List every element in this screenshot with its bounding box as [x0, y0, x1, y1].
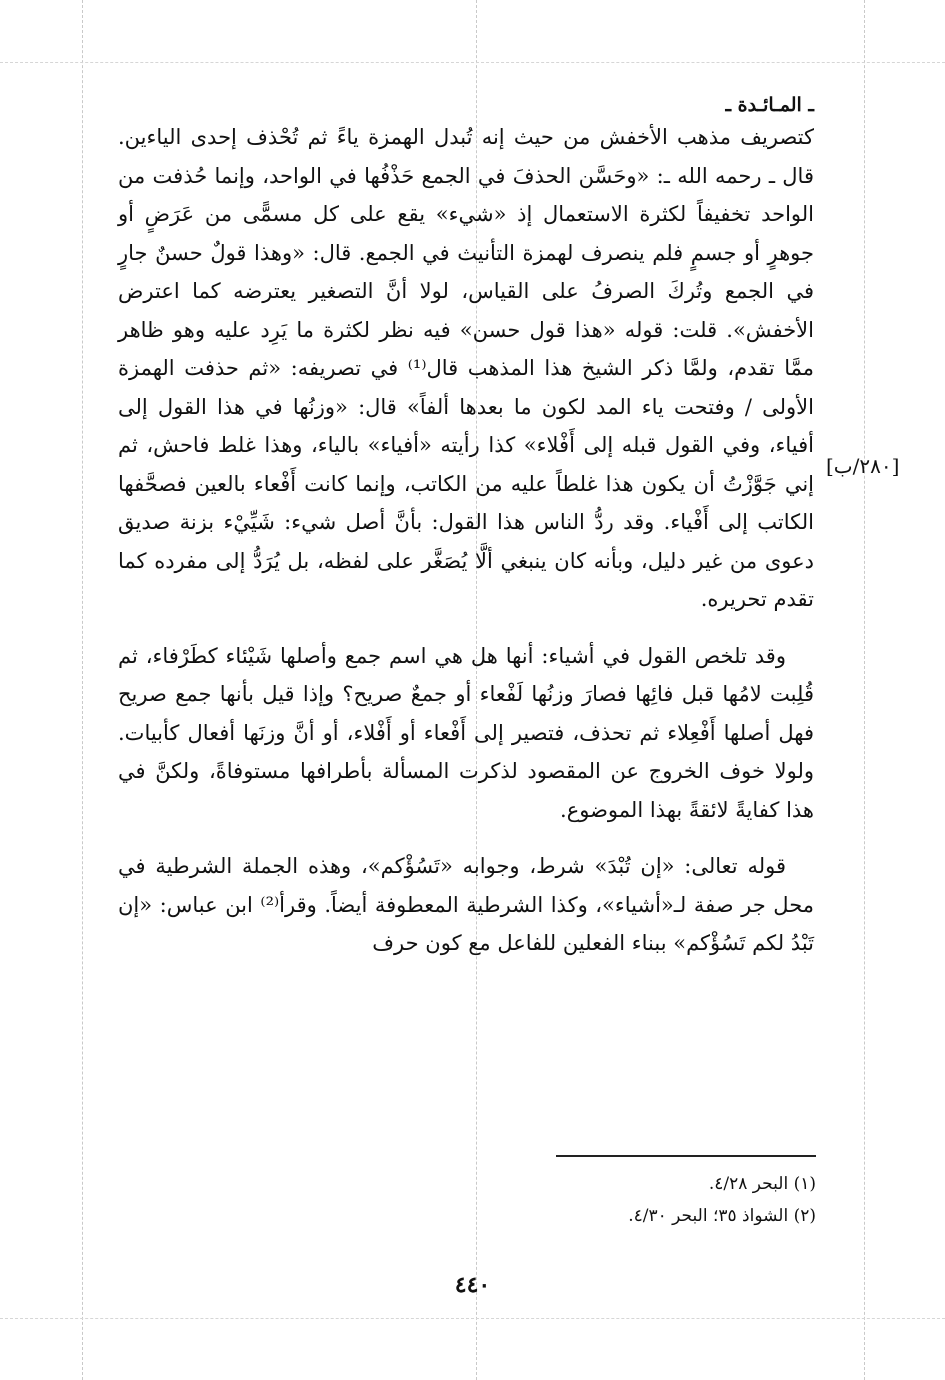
paragraph: قوله تعالى: «إن تُبْدَ» شرط، وجوابه «تَسُؤْكم»، وهذه الجملة الشرطية في محل جر صفة لـ«أشياء»، وكذا الشرطية المعطوفة أيضاً. وقرأ⁽²⁾ ابن عباس: «إن تَبْدُ لكم تَسُؤْكم» ببناء الفعلين للفاعل مع كون حرف [118, 854, 814, 955]
page-number: ٤٤٠ [454, 1272, 491, 1298]
paragraph: كتصريف مذهب الأخفش من حيث إنه تُبدل الهمزة ياءً ثم تُحْذف إحدى الياءين. قال ـ رحمه الله ـ: «وحَسَّن الحذفَ في الجمع حَذْفُها في الواحد، وإنما حُذفت من الواحد تخفيفاً لكثرة الاستعمال إذ «شيء» يقع على كل مسمًّى من عَرَضٍ أو جوهرٍ أو جسمٍ فلم ينصرف لهمزة التأنيث في الجمع. قال: «وهذا قولٌ حسنٌ جارٍ في الجمع وتُركَ الصرفُ على القياس، لولا أنَّ التصغير يعترضه كما اعترض الأخفش». قلت: قوله «هذا قول حسن» فيه نظر لكثرة ما يَرِد عليه وهو ظاهر ممَّا تقدم، ولمَّا ذكر الشيخ هذا المذهب قال⁽¹⁾ في تصريفه: «ثم حذفت الهمزة الأولى / وفتحت ياء المد لكون ما بعدها ألفاً» قال: «وزنُها في هذا القول إلى أفياء، وفي القول قبله إلى أَفْلاء» كذا رأيته «أفياء» بالياء، وهذا غلط فاحش، ثم إني جَوَّزْتُ أن يكون هذا غلطاً عليه من الكاتب، وإنما كانت أَفْعاء بالعين فصحَّفها الكاتب إلى أَفْياء. وقد ردُّ الناس هذا القول: بأنَّ أصل شيء: شَيِّيْء بزنة صديق دعوى من غير دليل، وبأنه كان ينبغي ألَّا يُصَغَّر على لفظه، بل يُرَدُّ إلى مفرده كما تقدم تحريره. [118, 125, 814, 611]
scan-guide-line [82, 0, 83, 1380]
scan-guide-line [864, 0, 865, 1380]
paragraph: وقد تلخص القول في أشياء: أنها هل هي اسم جمع وأصلها شَيْئاء كطَرْفاء، ثم قُلِبت لامُها قبل فائِها فصارَ وزنُها لَفْعاء أو جمعٌ صريح؟ وإذا قيل بأنها جمع صريح فهل أصلها أَفْعِلاء ثم تحذف، فتصير إلى أَفْعاء أو أَفْلاء، أو أنَّ وزنَها أفعال كأبيات. ولولا خوف الخروج عن المقصود لذكرت المسألة بأطرافها مستوفاةً، ولكنَّ في هذا كفايةً لائقةً بهذا الموضوع. [118, 643, 814, 822]
running-header: ـ المـائـدة ـ [725, 94, 814, 116]
margin-folio-note: [٢٨٠/ب] [826, 454, 900, 478]
footnotes [470, 1168, 816, 1232]
footnote: (٢) الشواذ ٣٥؛ البحر ٤/٣٠. [628, 1206, 816, 1226]
scan-guide-line [0, 1318, 945, 1319]
page-body [118, 92, 814, 963]
scan-guide-line [0, 62, 945, 63]
footnote: (١) البحر ٤/٢٨. [708, 1174, 816, 1194]
footnote-separator [556, 1155, 816, 1157]
